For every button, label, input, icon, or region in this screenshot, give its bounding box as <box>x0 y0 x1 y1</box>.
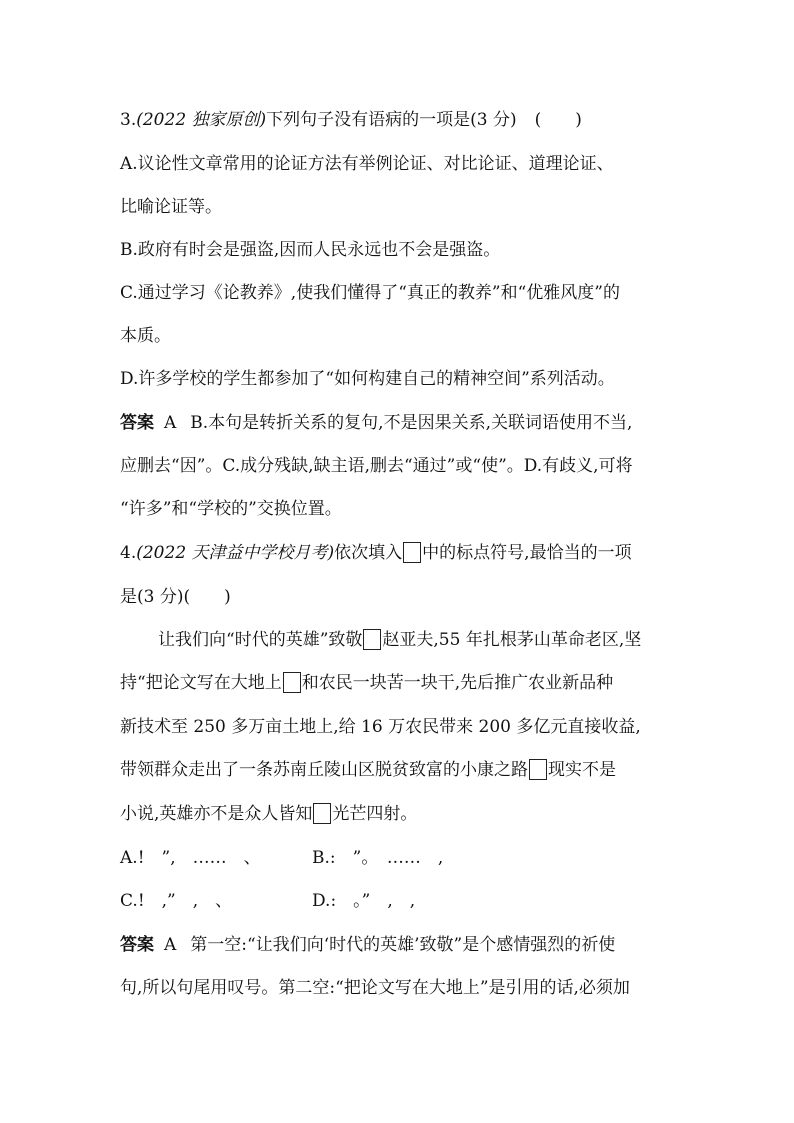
q3-stem: 下列句子没有语病的一项是(3 分) <box>266 110 517 130</box>
q4-stem-line1 <box>120 541 632 565</box>
q4-option-c-label: C. <box>120 891 138 911</box>
q4-answer-explanation-1: 第一空:“让我们向‘时代的英雄’致敬”是个感情强烈的祈使 <box>190 935 616 955</box>
q3-option-d: D.许多学校的学生都参加了“如何构建自己的精神空间”系列活动。 <box>120 369 615 389</box>
q4-option-c-values: ! ,” , 、 <box>137 891 233 911</box>
blank-box-icon <box>529 759 547 780</box>
q4-option-d-values: : 。” , , <box>330 891 416 911</box>
q4-stem-part1: 依次填入 <box>334 543 403 563</box>
q4-stem-part2: 中的标点符号,最恰当的一项 <box>422 543 632 563</box>
q4-answer-line1 <box>120 933 615 957</box>
q4-answer-choice: A <box>164 935 177 955</box>
blank-box-icon <box>403 542 421 563</box>
q4-options-row2 <box>120 889 232 913</box>
q3-answer-label: 答案 <box>120 413 154 433</box>
q4-option-d-label: D. <box>312 891 331 911</box>
q4-options-row1 <box>120 846 261 870</box>
q4-answer-label: 答案 <box>120 935 154 955</box>
q4-passage-line4: 带领群众走出了一条苏南丘陵山区脱贫致富的小康之路 现实不是 <box>120 760 616 780</box>
q3-answer-choice: A <box>164 413 177 433</box>
q4-number: 4. <box>120 543 137 563</box>
q3-answer-line3: “许多”和“学校的”交换位置。 <box>120 499 342 519</box>
q3-answer-line1 <box>120 411 632 435</box>
q3-option-a-line1: A.议论性文章常用的论证方法有举例论证、对比论证、道理论证、 <box>120 154 614 174</box>
q4-stem-line2: 是(3 分)( ) <box>120 587 231 607</box>
q3-answer-line2: 应删去“因”。C.成分残缺,缺主语,删去“通过”或“使”。D.有歧义,可将 <box>120 456 633 476</box>
q4-option-b-label: B. <box>312 848 330 868</box>
q4-option-b <box>312 846 443 870</box>
q3-answer-bracket: ( ) <box>534 110 582 130</box>
q3-stem-line <box>120 108 582 132</box>
q4-passage-line1: 让我们向“时代的英雄”致敬 赵亚夫,55 年扎根茅山革命老区,坚 <box>158 630 642 650</box>
blank-box-icon <box>363 629 381 650</box>
q4-option-a-values: ! ”, …… 、 <box>137 848 261 868</box>
blank-box-icon <box>313 803 331 824</box>
q3-option-c-line2: 本质。 <box>120 326 171 346</box>
blank-box-icon <box>283 672 301 693</box>
q4-source: (2022 天津益中学校月考) <box>136 543 335 563</box>
q4-passage-line2: 持“把论文写在大地上 和农民一块苦一块干,先后推广农业新品种 <box>120 673 614 693</box>
q3-number: 3. <box>120 110 137 130</box>
q4-passage-line5: 小说,英雄亦不是众人皆知 光芒四射。 <box>120 804 418 824</box>
q3-option-c-line1: C.通过学习《论教养》,使我们懂得了“真正的教养”和“优雅风度”的 <box>120 283 620 303</box>
q3-option-b: B.政府有时会是强盗,因而人民永远也不会是强盗。 <box>120 240 501 260</box>
q4-passage-line3: 新技术至 250 多万亩土地上,给 16 万农民带来 200 多亿元直接收益, <box>120 717 641 737</box>
q4-answer-line2: 句,所以句尾用叹号。第二空:“把论文写在大地上”是引用的话,必须加 <box>120 978 630 998</box>
q3-answer-explanation-1: B.本句是转折关系的复句,不是因果关系,关联词语使用不当, <box>190 413 633 433</box>
q4-option-b-values: : ”。 …… , <box>329 848 444 868</box>
q4-option-a-label: A. <box>120 848 138 868</box>
q3-source: (2022 独家原创) <box>136 110 267 130</box>
q3-option-a-line2: 比喻论证等。 <box>120 197 222 217</box>
q4-option-d <box>312 889 415 913</box>
